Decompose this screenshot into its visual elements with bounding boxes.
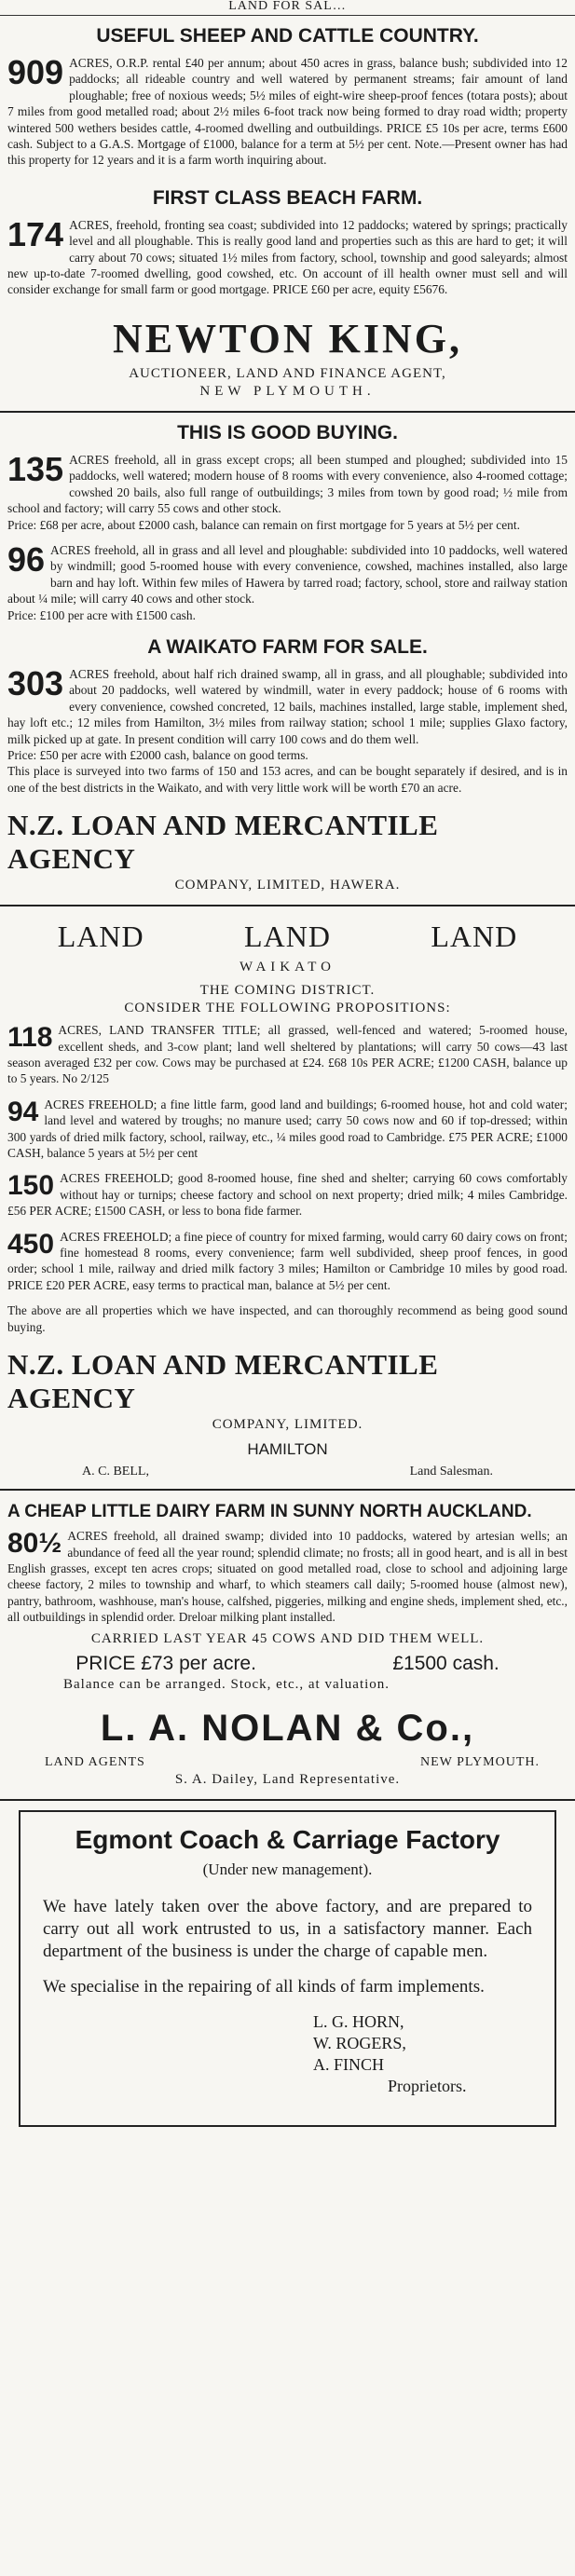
- listing-text: ACRES freehold, all drained swamp; divided into 10 paddocks, watered by artesian wells; an abundance of feed all the year round; splendid climate; no frosts; all in good heart, and is all in best English grasses, except ten acres crops; situated on good metalled road, close to school and adjoining large cheese factory, 2 miles to township and wharf, to which steamers call daily; 5-roomed house (almost new), pantry, bathroom, washhouse, man's house, calfshed, piggeries, milking and engine sheds, implement shed, etc., all outbuildings in splendid order. Dreloar milking plant installed.: [7, 1529, 568, 1625]
- newton-king-block: [7, 307, 568, 402]
- nolan-block: [7, 1695, 568, 1790]
- waikato-farm-ad: [7, 633, 568, 805]
- dairy-farm-ad: [7, 1491, 568, 1694]
- nolan-role: LAND AGENTS: [45, 1754, 145, 1769]
- nolan-town: NEW PLYMOUTH.: [419, 1754, 540, 1769]
- agency-town: HAMILTON: [247, 1440, 328, 1459]
- listing-text: ACRES, freehold, fronting sea coast; subdivided into 12 paddocks; watered by springs; practically level and all ploughable. This is really good land and properties such as this are hard to get; it will carry about 70 cows; situated 1½ miles from factory, school, township and good saleyards; almost new up-to-date 7-roomed dwelling, good cowshed, etc. On account of ill health owner must sell and will consider exchange for small farm or good mortgage. PRICE £60 per acre, equity £5676.: [7, 217, 568, 297]
- listing-text: ACRES FREEHOLD; a fine piece of country for mixed farming, would carry 60 dairy cows on front; fine homestead 8 rooms, every convenience; farm well subdivided, sheep proof fences, in good order; school 1 mile, railway and dried milk factory 3 miles; Hamilton or Cambridge 10 miles by good road. PRICE £20 PER ACRE, easy terms to practical man, balance at 5½ per cent.: [7, 1229, 568, 1292]
- closing-note: The above are all properties which we have inspected, and can thoroughly recommend as being good sound buying.: [7, 1303, 568, 1334]
- waikato-heading: A WAIKATO FARM FOR SALE.: [147, 635, 428, 658]
- good-heading: THIS IS GOOD BUYING.: [177, 421, 398, 443]
- salesman-name: A. C. BELL,: [82, 1465, 149, 1479]
- proprietors-label: Proprietors.: [388, 2076, 467, 2095]
- listing-909: [7, 55, 568, 169]
- lot-number: 94: [7, 1096, 39, 1127]
- sheep-heading: USEFUL SHEEP AND CATTLE COUNTRY.: [96, 25, 479, 47]
- region: WAIKATO: [239, 960, 336, 975]
- listing-note: This place is surveyed into two farms of 150 and 153 acres, and can be bought separately if desired, and is in one of the best districts in the Waikato, and with very little work will be worth £70 an acre.: [7, 764, 568, 795]
- lot-number: 909: [7, 53, 64, 91]
- lot-number: 303: [7, 663, 64, 702]
- proprietor-name: L. G. HORN,: [313, 2011, 404, 2031]
- egmont-paragraph: We specialise in the repairing of all kinds of farm implements.: [43, 1976, 485, 1997]
- sheep-cattle-ad: [7, 16, 568, 178]
- listing-135: [7, 449, 568, 533]
- agency-company: COMPANY, LIMITED, HAWERA.: [174, 878, 401, 893]
- newton-king-name: NEWTON KING,: [112, 315, 463, 361]
- nolan-rep: S. A. Dailey, Land Representative.: [174, 1771, 401, 1787]
- consider: CONSIDER THE FOLLOWING PROPOSITIONS:: [124, 1001, 451, 1016]
- price-cash: £1500 cash.: [392, 1652, 500, 1674]
- listing-118: [7, 1022, 568, 1087]
- divider: [0, 1799, 575, 1801]
- lot-number: 174: [7, 214, 64, 253]
- land-word: LAND: [431, 920, 518, 954]
- lot-number: 96: [7, 539, 46, 579]
- land-word: LAND: [57, 920, 144, 954]
- nz-loan-hawera: [7, 805, 568, 895]
- egmont-title: Egmont Coach & Carriage Factory: [75, 1824, 500, 1854]
- land-waikato-ad: [7, 906, 568, 1344]
- listing-96: [7, 539, 568, 623]
- dairy-heading: A CHEAP LITTLE DAIRY FARM IN SUNNY NORTH AUCKLAND.: [7, 1502, 532, 1522]
- listing-price: Price: £68 per acre, about £2000 cash, balance can remain on first mortgage for 5 years at 5½ per cent.: [7, 517, 520, 532]
- salesman-role: Land Salesman.: [409, 1465, 493, 1479]
- district: THE COMING DISTRICT.: [199, 983, 376, 999]
- proprietor-name: W. ROGERS,: [313, 2033, 406, 2052]
- lot-number: 80½: [7, 1528, 62, 1560]
- listing-text: ACRES freehold, all in grass and all level and ploughable: subdivided into 10 paddocks, well watered by windmill; good 5-roomed house with every convenience, cowshed, machines installed, also large barn and hay loft. Within few miles of Hawera by tarred road; factory, school, store and railway station about ¼ mile; will carry 40 cows and other stock.: [7, 542, 568, 607]
- nolan-row: [7, 1755, 568, 1770]
- lot-number: 150: [7, 1170, 55, 1202]
- carried-line: CARRIED LAST YEAR 45 COWS AND DID THEM WELL.: [90, 1630, 485, 1646]
- listing-303: [7, 663, 568, 796]
- proprietors: [43, 2011, 532, 2097]
- listing-text: ACRES freehold, about half rich drained swamp, all in grass, and all ploughable; subdivided into about 20 paddocks, well watered by windmill, water in every paddock; house of 6 rooms with every convenience, cowshed concreted, 12 bails, machines installed, large stable, implement shed, hay loft etc.; 12 miles from Hamilton, 3½ miles from railway station; school 1 mile; supplies Glaxo factory, milk picked up at gate. In present condition will carry 100 cows and do them well.: [7, 666, 568, 746]
- price-row: [7, 1653, 568, 1675]
- good-buying-ad: [7, 413, 568, 633]
- price-per-acre: PRICE £73 per acre.: [75, 1652, 256, 1674]
- nz-loan-hamilton: [7, 1344, 568, 1489]
- newton-king-role: AUCTIONEER, LAND AND FINANCE AGENT,: [129, 365, 446, 381]
- land-word: LAND: [244, 920, 331, 954]
- page-header: LAND FOR SAL…: [0, 0, 575, 16]
- proprietor-name: A. FINCH: [313, 2054, 385, 2074]
- listing-text: ACRES FREEHOLD; a fine little farm, good land and buildings; 6-roomed house, hot and cold water; land level and watered by troughs; no manure used; carry 50 cows now and 60 if top-dressed; within 300 yards of dried milk factory, school, railway, etc., ¼ miles good road to Cambridge. £75 PER ACRE; £1000 CASH, balance 5 years at 5½ per cent: [7, 1097, 568, 1161]
- listing-price: Price: £50 per acre with £2000 cash, balance on good terms.: [7, 747, 308, 762]
- egmont-sub: (Under new management).: [202, 1860, 373, 1878]
- listing-text: ACRES FREEHOLD; good 8-roomed house, fine shed and shelter; carrying 60 cows comfortably without hay or turnips; cheese factory and school on next property; dried milk; 4 miles Cambridge. £56 PER ACRE; £1500 CASH, or less to bona fide farmer.: [7, 1171, 568, 1219]
- lot-number: 450: [7, 1228, 55, 1260]
- listing-text: ACRES, LAND TRANSFER TITLE; all grassed, well-fenced and watered; 5-roomed house, excellent sheds, and 3-cow plant; land well sheltered by plantations; will carry 50 cows—43 last season averaged £32 per cow. Cows may be purchased at £24. £68 10s PER ACRE; £1200 CASH, balance up to 5 years. No 2/125: [7, 1023, 568, 1086]
- terms-line: Balance can be arranged. Stock, etc., at valuation.: [63, 1676, 390, 1692]
- egmont-paragraph: We have lately taken over the above factory, and are prepared to carry out all work entrusted to us, in a satisfactory manner. Each department of the business is under the charge of capable men.: [43, 1896, 532, 1961]
- agency-name: N.Z. LOAN AND MERCANTILE AGENCY: [7, 809, 439, 876]
- lot-number: 135: [7, 449, 64, 488]
- listing-174: [7, 214, 568, 298]
- listing-150: [7, 1170, 568, 1219]
- listing-80: [7, 1528, 568, 1625]
- listing-text: ACRES freehold, all in grass except crops; all been stumped and ploughed; subdivided into 15 paddocks, well watered; modern house of 8 rooms with every convenience, also 4-roomed cottage; cowshed 20 bails, also full range of outbuildings; 3 miles from town by good road; ½ mile from school and factory; will carry 55 cows and other stock.: [7, 452, 568, 516]
- land-headline: [7, 920, 568, 954]
- agency-name: N.Z. LOAN AND MERCANTILE AGENCY: [7, 1348, 439, 1415]
- listing-price: Price: £100 per acre with £1500 cash.: [7, 607, 196, 622]
- listing-94: [7, 1097, 568, 1162]
- egmont-ad: [19, 1810, 556, 2127]
- lot-number: 118: [7, 1022, 53, 1054]
- newton-king-town: NEW PLYMOUTH.: [199, 383, 376, 399]
- nolan-name: L. A. NOLAN & Co.,: [100, 1707, 475, 1749]
- agency-company: COMPANY, LIMITED.: [212, 1417, 363, 1433]
- listing-450: [7, 1229, 568, 1294]
- salesman-row: [7, 1465, 568, 1479]
- beach-heading: FIRST CLASS BEACH FARM.: [152, 186, 423, 209]
- beach-farm-ad: [7, 178, 568, 307]
- listing-text: ACRES, O.R.P. rental £40 per annum; about 450 acres in grass, balance bush; subdivided into 12 paddocks; all rideable country and well watered by permanent streams; fair amount of land ploughable; free of noxious weeds; 5½ miles of eight-wire sheep-proof fences (totara posts); about 7 miles from good metalled road; about 2½ miles 6-foot track now being formed to dray road width; property wintered 500 wethers besides cattle, 4-roomed dwelling and outbuildings. PRICE £5 10s per acre, terms £600 cash. Subject to a G.A.S. Mortgage of £1000, balance for a term at 5½ per cent. Note.—Present owner has had this property for 12 years and it is a farm worth inquiring about.: [7, 56, 568, 168]
